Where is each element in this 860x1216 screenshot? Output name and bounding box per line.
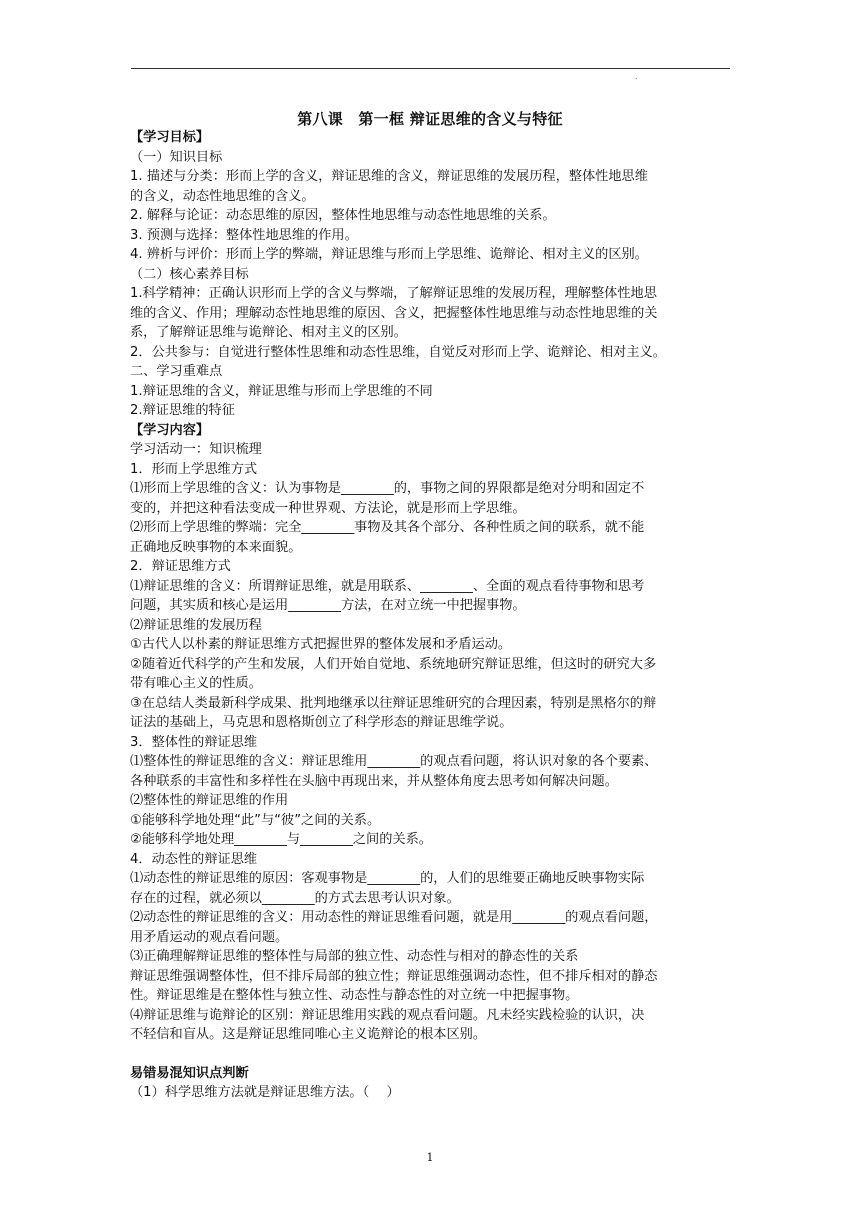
text-line: 4．动态性的辩证思维 — [130, 851, 258, 867]
text-line: 变的，并把这种看法变成一种世界观、方法论，就是形而上学思维。 — [130, 500, 526, 516]
text-line: （一）知识目标 — [130, 149, 223, 165]
text-line: 3．整体性的辩证思维 — [130, 734, 258, 750]
text-line: 带有唯心主义的性质。 — [130, 676, 262, 691]
lesson-title: 第八课 第一框 辩证思维的含义与特征 — [297, 110, 563, 128]
text-line: ③在总结人类最新科学成果、批判地继承以往辩证思维研究的合理因素，特别是黑格尔的辩 — [130, 695, 657, 711]
text-line: 1.辩证思维的含义，辩证思维与形而上学思维的不同 — [130, 383, 433, 399]
text-line: ⑵整体性的辩证思维的作用 — [130, 793, 289, 808]
text-line: 学习活动一：知识梳理 — [130, 442, 262, 457]
text-line: ⑷辩证思维与诡辩论的区别：辩证思维用实践的观点看问题。凡未经实践检验的认识，决 — [130, 1007, 645, 1023]
text-line: 正确地反映事物的本来面貌。 — [130, 539, 302, 555]
text-line: ⑵动态性的辩证思维的含义：用动态性的辩证思维看问题，就是用________的观点看问题， — [130, 910, 658, 925]
text-line: 各种联系的丰富性和多样性在头脑中再现出来，并从整体角度去思考如何解决问题。 — [130, 773, 618, 789]
text-line: 4. 辨析与评价：形而上学的弊端，辩证思维与形而上学思维、诡辩论、相对主义的区别。 — [130, 247, 648, 262]
text-line: 1．形而上学思维方式 — [130, 461, 258, 477]
page-number: 1 — [426, 1151, 434, 1164]
text-line: 2．公共参与：自觉进行整体性思维和动态性思维，自觉反对形而上学、诡辩论、相对主义。 — [130, 344, 666, 360]
text-line: （二）核心素养目标 — [130, 266, 249, 282]
text-line: 的含义，动态性地思维的含义。 — [130, 188, 315, 204]
text-line: ⑶正确理解辩证思维的整体性与局部的独立性、动态性与相对的静态性的关系 — [130, 949, 579, 964]
text-line: 1.科学精神：正确认识形而上学的含义与弊端，了解辩证思维的发展历程，理解整体性地思 — [130, 286, 657, 301]
text-line: 用矛盾运动的观点看问题。 — [130, 929, 289, 945]
text-line: 不轻信和盲从。这是辩证思维同唯心主义诡辩论的根本区别。 — [130, 1027, 487, 1042]
section-heading: 【学习内容】 — [130, 422, 210, 438]
text-line: 维的含义、作用；理解动态性地思维的原因、含义，把握整体性地思维与动态性地思维的关 — [130, 305, 658, 321]
blank-line — [130, 1045, 732, 1064]
text-line: 系，了解辩证思维与诡辩论、相对主义的区别。 — [130, 325, 407, 340]
text-line: 性。辩证思维是在整体性与独立性、动态性与静态性的对立统一中把握事物。 — [130, 988, 579, 1003]
section-heading: 易错易混知识点判断 — [130, 1065, 249, 1081]
header-rule — [131, 68, 730, 69]
section-heading: 【学习目标】 — [130, 130, 210, 145]
text-line: （1）科学思维方法就是辩证思维方法。（ ） — [130, 1085, 400, 1100]
text-line: ①能够科学地处理“此”与“彼”之间的关系。 — [130, 812, 381, 828]
text-line: 存在的过程，就必须以________的方式去思考认识对象。 — [130, 890, 460, 906]
text-line: 3. 预测与选择：整体性地思维的作用。 — [130, 227, 358, 243]
text-line: ⑵形而上学思维的弊端：完全________事物及其各个部分、各种性质之间的联系，就不能 — [130, 520, 645, 535]
text-line: ①古代人以朴素的辩证思维方式把握世界的整体发展和矛盾运动。 — [130, 637, 512, 652]
document-body — [130, 128, 732, 1103]
text-line: ⑵辩证思维的发展历程 — [130, 617, 262, 633]
header-mark: . — [635, 72, 638, 81]
text-line: 二、学习重难点 — [130, 364, 223, 379]
text-line: ⑴形而上学思维的含义：认为事物是________的，事物之间的界限都是绝对分明和固定不 — [130, 481, 645, 496]
text-line: 辩证思维强调整体性，但不排斥局部的独立性；辩证思维强调动态性，但不排斥相对的静态 — [130, 968, 658, 984]
text-line: ⑴辩证思维的含义：所谓辩证思维，就是用联系、________、全面的观点看待事物和思考 — [130, 578, 645, 594]
text-line: ⑴整体性的辩证思维的含义：辩证思维用________的观点看问题，将认识对象的各个要素、 — [130, 754, 658, 769]
text-line: 1. 描述与分类：形而上学的含义，辩证思维的含义，辩证思维的发展历程，整体性地思维 — [130, 169, 648, 184]
text-line: ②随着近代科学的产生和发展，人们开始自觉地、系统地研究辩证思维，但这时的研究大多 — [130, 656, 657, 672]
text-line: 问题，其实质和核心是运用________方法，在对立统一中把握事物。 — [130, 598, 526, 613]
text-line: 2. 解释与论证：动态思维的原因，整体性地思维与动态性地思维的关系。 — [130, 208, 556, 223]
text-line: 2.辩证思维的特征 — [130, 403, 235, 418]
text-line: 证法的基础上，马克思和恩格斯创立了科学形态的辩证思维学说。 — [130, 715, 513, 730]
text-line: ⑴动态性的辩证思维的原因：客观事物是________的，人们的思维要正确地反映事物实际 — [130, 871, 645, 886]
text-line: ②能够科学地处理________与________之间的关系。 — [130, 832, 432, 847]
text-line: 2．辩证思维方式 — [130, 559, 231, 574]
